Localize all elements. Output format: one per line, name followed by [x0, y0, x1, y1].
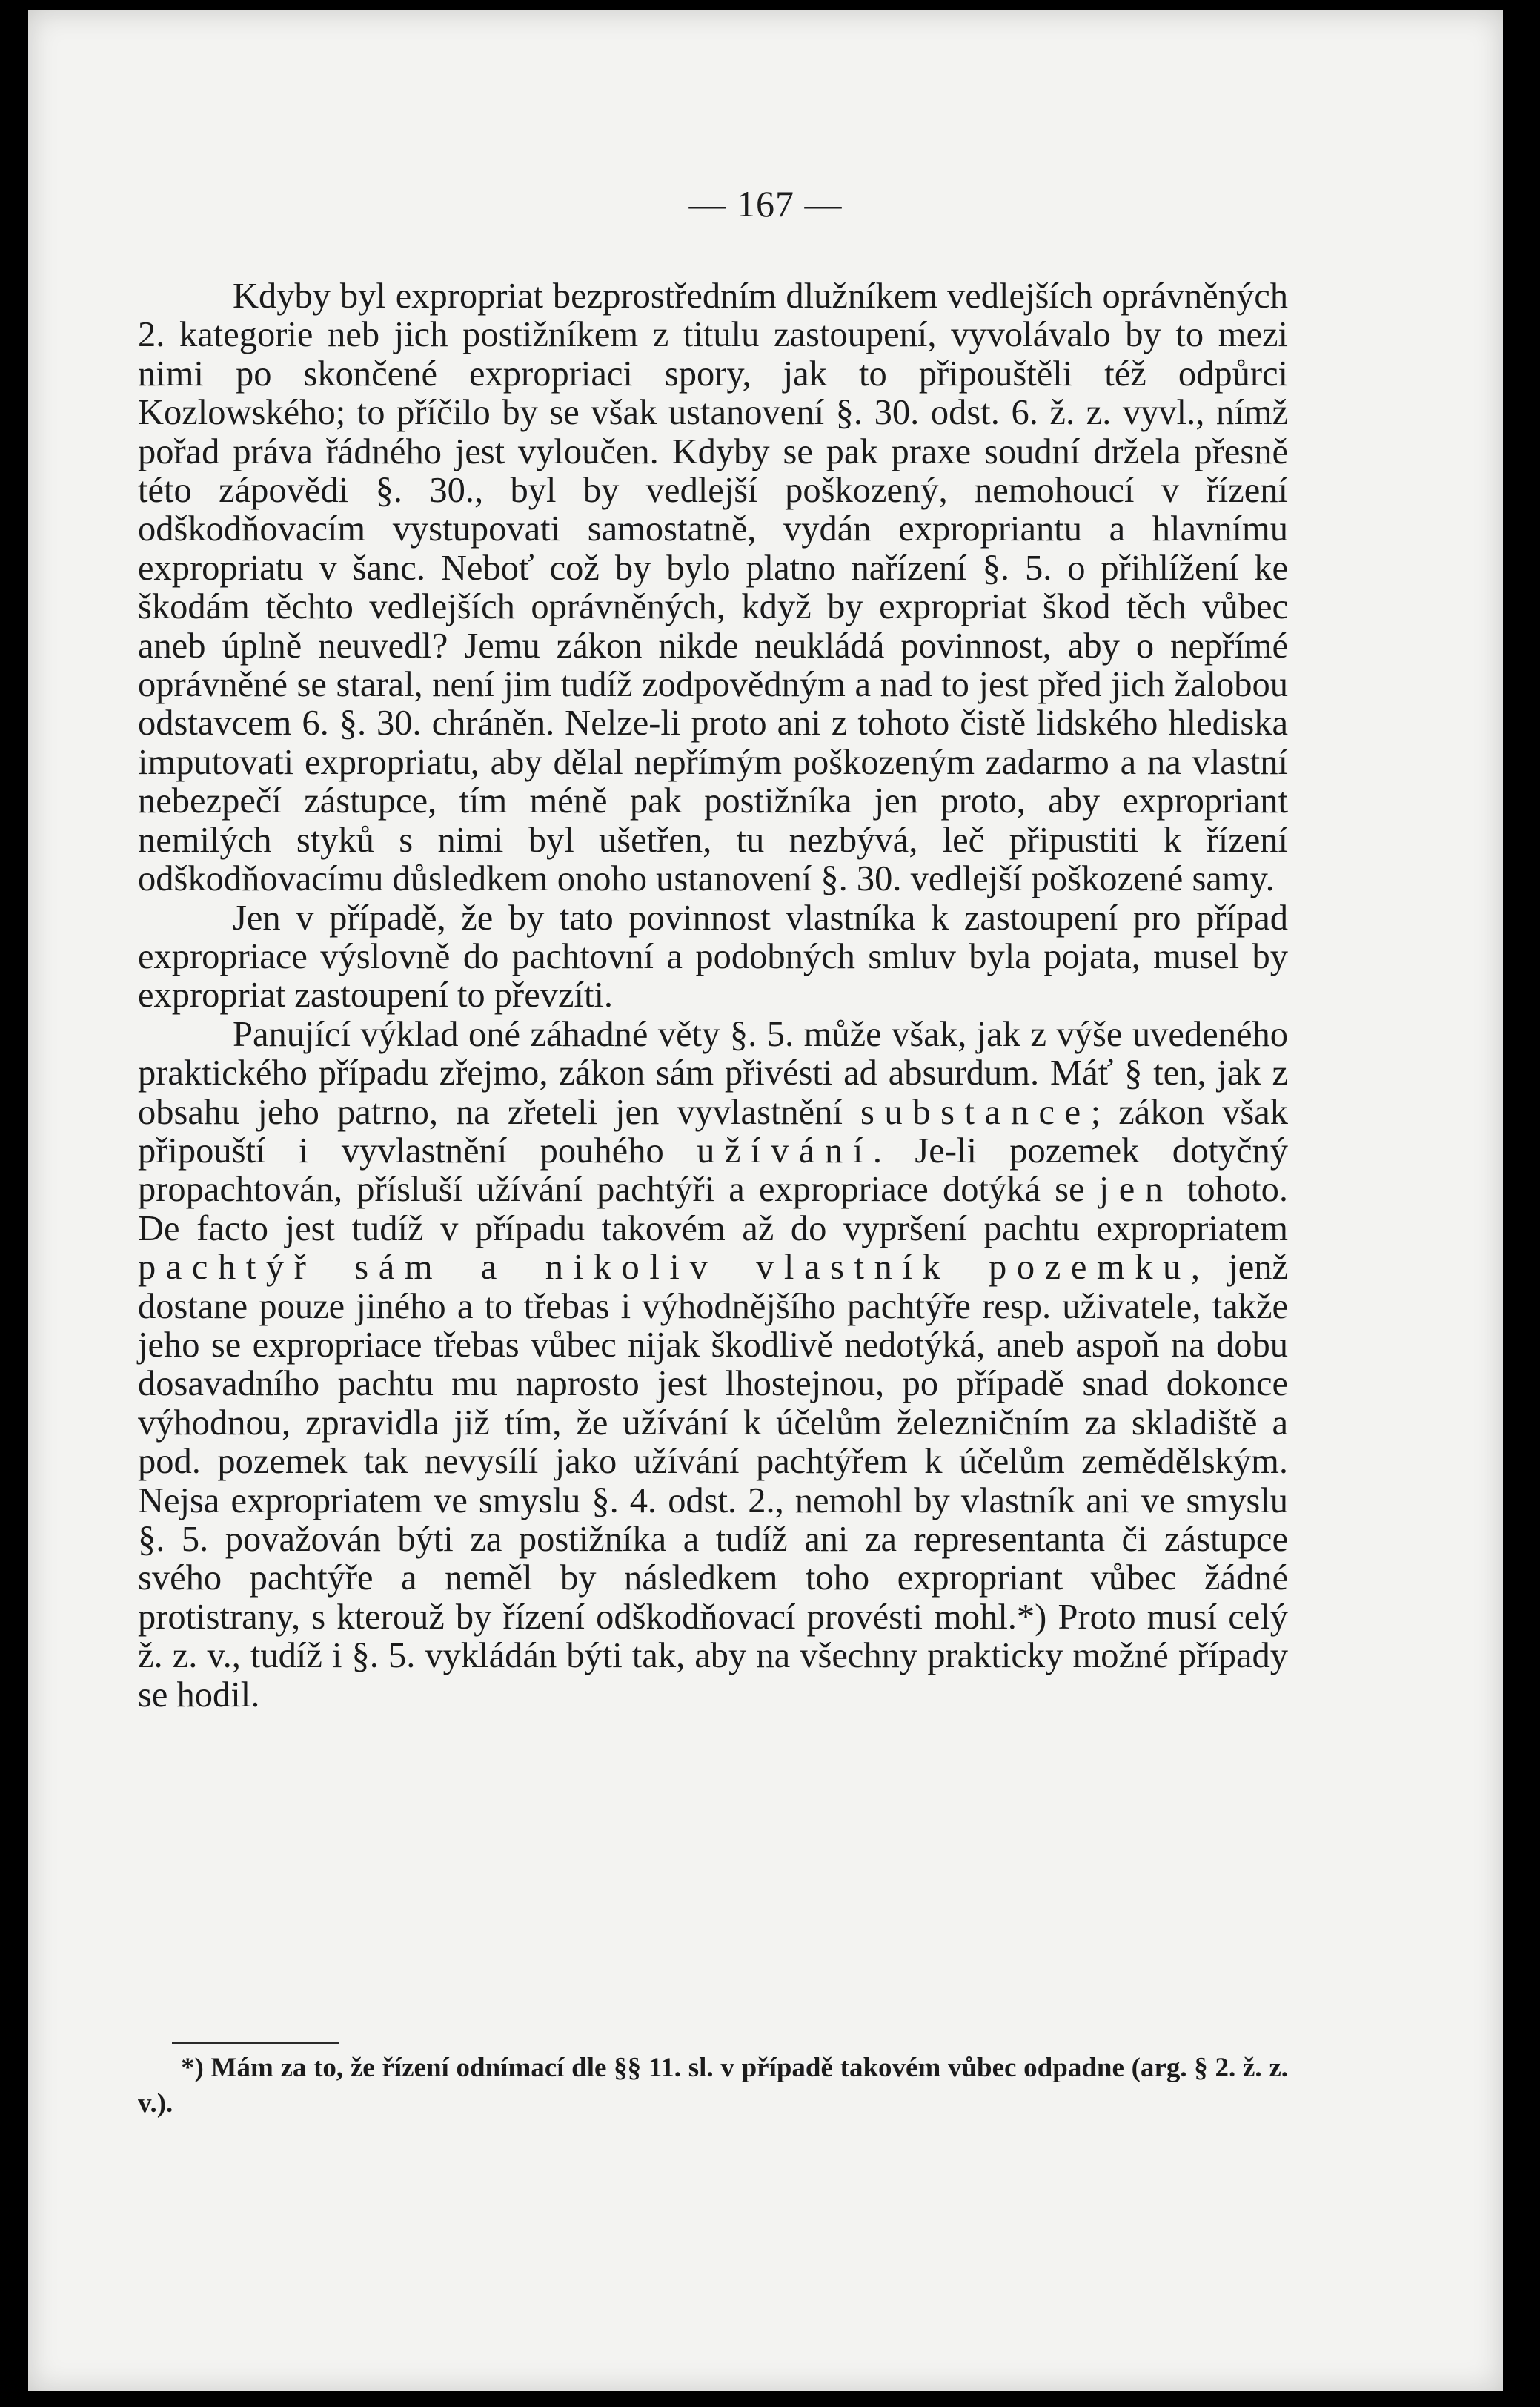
emphasized-word: užívání	[697, 1130, 873, 1171]
paragraph-text: Kdyby byl expropriat bezprostředním dlužníkem vedlejších oprávněných 2. kategorie neb jich postižníkem z titulu zastoupení, vyvolávalo by to mezi nimi po skončené expropriaci spory, jak to připouštěli též odpůrci Kozlowského; to příčilo by se však ustanovení §. 30. odst. 6. ž. z. vyvl., nímž pořad práva řádného jest vyloučen. Kdyby se pak praxe soudní držela přesně této zápovědi §. 30., byl by vedlejší poškozený, nemohoucí v řízení odškodňovacím vystupovati samostatně, vydán expropriantu a hlavnímu expropriatu v šanc. Neboť což by bylo platno nařízení §. 5. o přihlížení ke škodám těchto vedlejších oprávněných, když by expropriat škod těch vůbec aneb úplně neuvedl? Jemu zákon nikde neukládá povinnost, aby o nepřímé oprávněné se staral, není jim tudíž zodpovědným a nad to jest před jich žalobou odstavcem 6. §. 30. chráněn. Nelze-li proto ani z tohoto čistě lidského hlediska imputovati expropriatu, aby dělal nepřímým poškozeným zadarmo a na vlastní nebezpečí zástupce, tím méně pak postižníka jen proto, aby expropriant nemilých styků s nimi byl ušetřen, tu nezbývá, leč připustiti k řízení odškodňovacímu důsledkem onoho ustanovení §. 30. vedlejší poškozené samy.	[138, 277, 1288, 899]
paragraph-text: Jen v případě, že by tato povinnost vlastníka k zastoupení pro případ expropriace výslovně do pachtovní a podobných smluv byla pojata, musel by expropriat zastoupení to převzíti.	[138, 898, 1288, 1016]
page-number: — 167 —	[688, 183, 843, 225]
body-text	[138, 277, 1288, 1715]
paragraph-3	[138, 1016, 1288, 1715]
emphasized-word: substance	[860, 1092, 1091, 1132]
paragraph-text: Panující výklad oné záhadné věty §. 5. může však, jak z výše uvedeného praktického případu zřejmo, zákon sám přivésti ad absurdum. Máť § ten, jak z obsahu jeho patrno, na zřeteli jen vyvlastnění	[138, 1014, 1288, 1132]
paragraph-text: ; zákon však připouští i vyvlastnění pouhého	[138, 1092, 1288, 1171]
paragraph-text: tohoto. De facto jest tudíž v případu takovém až do vypršení pachtu expropriatem	[138, 1170, 1288, 1248]
emphasized-phrase: pachtýř sám a nikoliv vlastník pozemku	[138, 1248, 1191, 1288]
scanned-page	[28, 10, 1503, 2391]
emphasized-word: jen	[1098, 1170, 1173, 1210]
paragraph-text: . Je-li pozemek dotyčný propachtován, přísluší užívání pachtýři a expropriace dotýká se	[138, 1130, 1288, 1210]
paragraph-2	[138, 899, 1288, 1016]
paragraph-1	[138, 277, 1288, 899]
footnote: *) Mám za to, že řízení odnímací dle §§ 11. sl. v případě takovém vůbec odpadne (arg. § 2. ž. z. v.).	[138, 2053, 1288, 2119]
footnote-divider	[172, 2042, 339, 2044]
paragraph-text: , jenž dostane pouze jiného a to třebas i výhodnějšího pachtýře resp. uživatele, takže jeho se expropriace třebas vůbec nijak škodlivě nedotýká, aneb aspoň na dobu dosavadního pachtu mu naprosto jest lhostejnou, po případě snad dokonce výhodnou, zpravidla již tím, že užívání k účelům železničním za skladiště a pod. pozemek tak nevysílí jako užívání pachtýřem k účelům zemědělským. Nejsa expropriatem ve smyslu §. 4. odst. 2., nemohl by vlastník ani ve smyslu §. 5. považován býti za postižníka a tudíž ani za representanta či zástupce svého pachtýře a neměl by následkem toho expropriant vůbec žádné protistrany, s kterouž by řízení odškodňovací provésti mohl.*) Proto musí celý ž. z. v., tudíž i §. 5. vykládán býti tak, aby na všechny prakticky možné případy se hodil.	[138, 1248, 1288, 1715]
